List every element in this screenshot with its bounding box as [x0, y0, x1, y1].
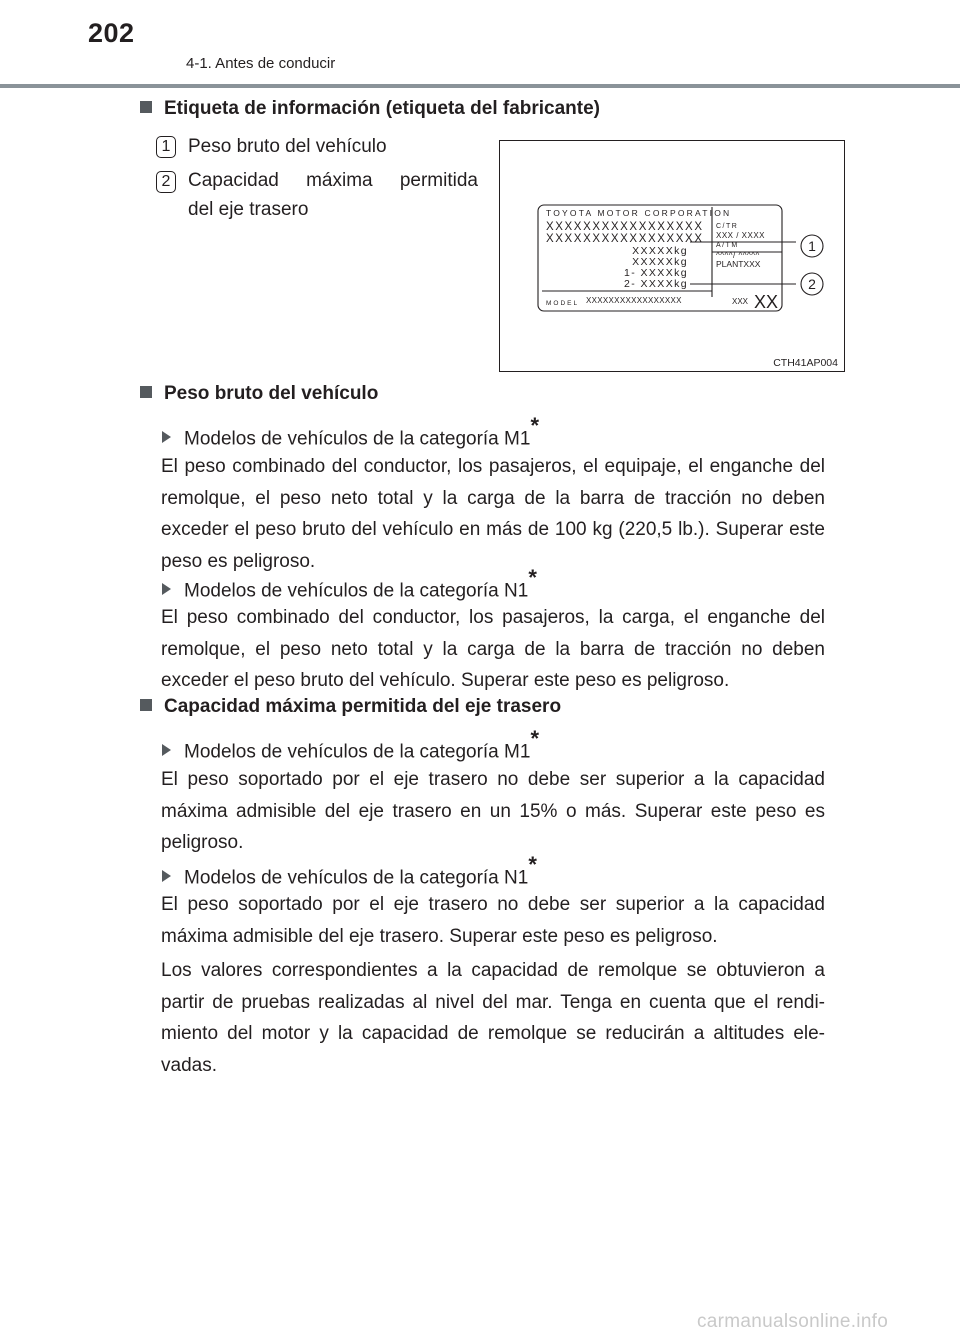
asterisk: *: [530, 726, 539, 751]
label-xline-1: XXXXXXXXXXXXXXXXX: [546, 221, 704, 233]
triangle-bullet-icon: [162, 583, 171, 595]
figure-code: CTH41AP004: [773, 357, 838, 369]
triangle-bullet-icon: [162, 744, 171, 756]
paragraph-n1-gross: El peso combinado del conductor, los pasajeros, la carga, el enganche del remolque, el peso neto total y la carga de la barra de tracción no deben exceder el peso bruto del vehículo. Superar este peso es peligroso.: [161, 607, 825, 692]
label-model-value: XXXXXXXXXXXXXXXXX: [586, 296, 682, 305]
section-title: 4-1. Antes de conducir: [186, 55, 336, 72]
paragraph-n1-axle: El peso soportado por el eje trasero no debe ser superior a la capacidad máxima admisible del eje trasero. Superar este peso es peligroso.: [161, 894, 825, 947]
label-atm-value: ^^^^/ ^^^^^: [716, 251, 760, 260]
bullet-m1-gross-text: Modelos de vehículos de la categoría M1: [184, 428, 531, 450]
label-kg-4: 2- XXXXkg: [624, 278, 688, 290]
label-kg-2: XXXXXkg: [632, 256, 688, 268]
callout-number-2: 2: [808, 276, 816, 292]
label-illustration: [500, 141, 844, 371]
item-number-2: 2: [156, 171, 176, 193]
square-bullet-icon: [140, 386, 152, 398]
label-ctr: C/TR: [716, 223, 739, 230]
heading-label-info-text: Etiqueta de información (etiqueta del fabricante): [164, 98, 601, 119]
paragraph-m1-axle: El peso soportado por el eje trasero no debe ser superior a la capacidad máxima admisible del eje trasero en un 15% o más. Superar este peso es peligroso.: [161, 769, 825, 854]
page-number: 202: [88, 18, 135, 48]
bullet-m1-gross: [162, 413, 539, 450]
square-bullet-icon: [140, 699, 152, 711]
label-ctr-value: XXX / XXXX: [716, 231, 766, 240]
triangle-bullet-icon: [162, 870, 171, 882]
paragraph-m1-gross: El peso combinado del conductor, los pasajeros, el equipaje, el enganche del remolque, el peso neto total y la carga de la barra de tracción no deben exceder el peso bruto del vehículo en más de 100 kg (220,5 lb.). Superar este peso es peligroso.: [161, 456, 825, 573]
item-text-2-line2: del eje trasero: [188, 199, 309, 220]
label-plant: PLANTXXX: [716, 259, 761, 269]
label-company: TOYOTA MOTOR CORPORATION: [546, 208, 732, 218]
heading-axle-capacity: [140, 696, 561, 718]
label-xline-2: XXXXXXXXXXXXXXXXX: [546, 233, 704, 245]
item-text-2-line1: Capacidad máxima permitida: [188, 170, 478, 191]
item-text-1: Peso bruto del vehículo: [188, 136, 387, 157]
watermark: carmanualsonline.info: [697, 1311, 889, 1332]
heading-axle-capacity-text: Capacidad máxima permitida del eje trasero: [164, 696, 562, 717]
heading-gross-weight-text: Peso bruto del vehículo: [164, 383, 379, 404]
item-number-1: 1: [156, 136, 176, 158]
callout-number-1: 1: [808, 238, 816, 254]
label-kg-3: 1- XXXXkg: [624, 267, 688, 279]
page-header: [0, 0, 960, 92]
header-rule: [0, 84, 960, 88]
bullet-n1-axle-text: Modelos de vehículos de la categoría N1: [184, 867, 529, 889]
bullet-m1-axle: [162, 726, 539, 763]
label-model-big: XX: [754, 292, 779, 312]
label-model: MODEL: [546, 300, 580, 307]
square-bullet-icon: [140, 101, 152, 113]
label-model-suffix: XXX: [732, 297, 749, 306]
heading-label-info: [140, 98, 600, 120]
triangle-bullet-icon: [162, 431, 171, 443]
bullet-n1-gross-text: Modelos de vehículos de la categoría N1: [184, 580, 529, 602]
label-atm: A/TM: [716, 242, 739, 249]
heading-gross-weight: [140, 383, 378, 405]
asterisk: *: [528, 565, 537, 590]
bullet-n1-axle: [162, 852, 537, 889]
paragraph-towing-note: Los valores correspondientes a la capacidad de remolque se obtuvieron a partir de pruebas realizadas al nivel del mar. Tenga en cuenta que el rendi- miento del motor y la capacidad de remolque se reducirán a altitudes ele- vadas.: [161, 960, 825, 1077]
bullet-m1-axle-text: Modelos de vehículos de la categoría M1: [184, 741, 531, 763]
asterisk: *: [530, 413, 539, 438]
manufacturer-label-figure: [499, 140, 845, 372]
label-kg-1: XXXXXkg: [632, 245, 688, 257]
bullet-n1-gross: [162, 565, 537, 602]
asterisk: *: [528, 852, 537, 877]
